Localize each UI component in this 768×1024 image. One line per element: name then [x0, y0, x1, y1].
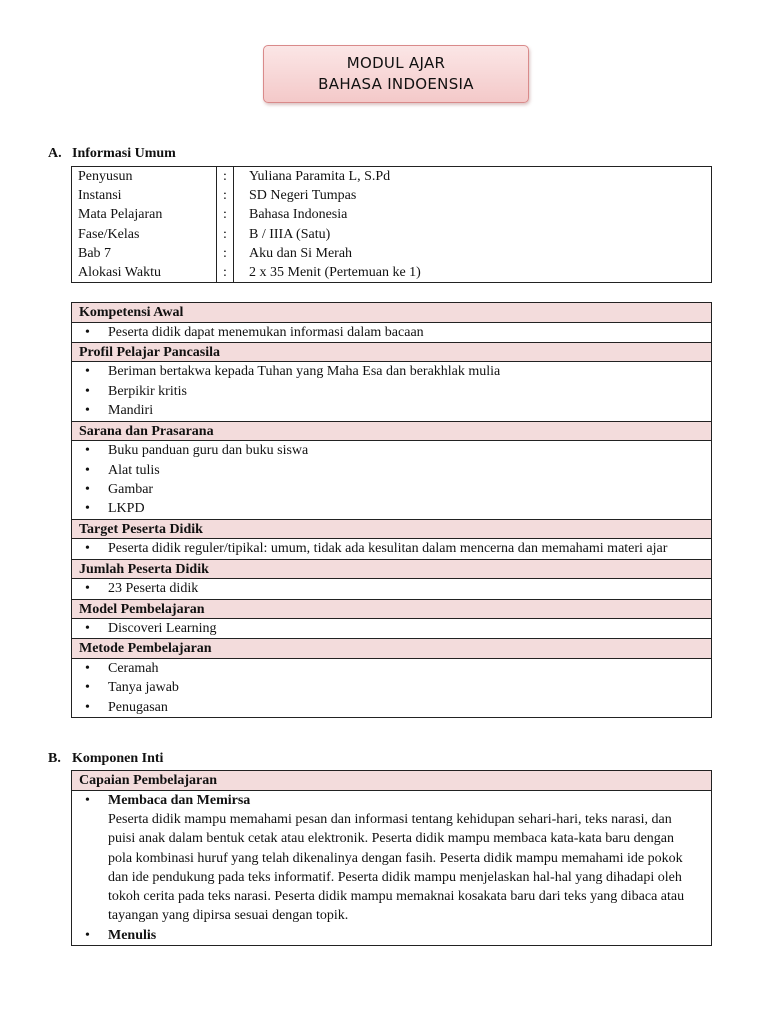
block-body [72, 362, 711, 421]
block-header-target: Target Peserta Didik [72, 520, 711, 540]
section-a-title: Informasi Umum [72, 146, 176, 161]
info-table [71, 166, 712, 283]
block-body [72, 791, 711, 947]
capaian-item-title: • Menulis [108, 927, 157, 943]
info-sep: : [217, 225, 234, 244]
block-body [72, 323, 711, 343]
info-sep: : [217, 167, 234, 187]
info-label: Mata Pelajaran [72, 205, 217, 224]
block-header-kompetensi-awal: Kompetensi Awal [72, 303, 711, 323]
list-item: • Alat tulis [72, 461, 707, 480]
info-value: SD Negeri Tumpas [249, 188, 357, 204]
info-value: 2 x 35 Menit (Pertemuan ke 1) [249, 265, 421, 281]
block-header-profil-pelajar: Profil Pelajar Pancasila [72, 343, 711, 363]
table-row [72, 263, 712, 283]
list-item [72, 926, 707, 945]
list-item: • Peserta didik reguler/tipikal: umum, tidak ada kesulitan dalam mencerna dan memahami materi ajar [72, 539, 707, 558]
table-row [72, 167, 712, 187]
info-value: B / IIIA (Satu) [249, 226, 331, 242]
section-b-letter: B. [48, 751, 61, 766]
info-sep: : [217, 244, 234, 263]
section-b-heading [48, 751, 163, 767]
capaian-item-title: • Membaca dan Memirsa [108, 792, 251, 808]
block-body [72, 659, 711, 718]
info-label: Fase/Kelas [72, 225, 217, 244]
list-item [72, 791, 707, 926]
block-header-jumlah: Jumlah Peserta Didik [72, 560, 711, 580]
list-item: • Ceramah [72, 659, 707, 678]
list-item: • Beriman bertakwa kepada Tuhan yang Maha Esa dan berakhlak mulia [72, 362, 707, 381]
info-value: Yuliana Paramita L, S.Pd [249, 169, 391, 184]
table-row [72, 186, 712, 205]
table-row [72, 225, 712, 244]
block-header-metode: Metode Pembelajaran [72, 639, 711, 659]
list-item: • Berpikir kritis [72, 382, 707, 401]
table-row [72, 244, 712, 263]
block-body [72, 619, 711, 639]
document-title-box [263, 45, 529, 103]
block-body [72, 441, 711, 520]
title-line-2: BAHASA INDOENSIA [318, 75, 474, 93]
info-value: Bahasa Indonesia [249, 207, 348, 223]
info-sep: : [217, 186, 234, 205]
capaian-box [71, 770, 712, 946]
list-item: • Buku panduan guru dan buku siswa [72, 441, 707, 460]
list-item: • Mandiri [72, 401, 707, 420]
block-header-sarana: Sarana dan Prasarana [72, 422, 711, 442]
info-label: Alokasi Waktu [72, 263, 217, 283]
capaian-item-text: Peserta didik mampu memahami pesan dan informasi tentang kehidupan sehari-hari, teks narasi, dan puisi anak dalam bentuk cetak atau elektronik. Peserta didik mampu membaca kata-kata baru dengan pola kombinasi huruf yang telah dikenalinya dengan fasih. Peserta didik mampu memahami ide pokok dan ide pendukung pada teks informatif. Peserta didik mampu menjelaskan hal-hal yang dihadapi oleh tokoh cerita pada teks narasi. Peserta didik mampu memaknai kosakata baru dari teks yang dibaca atau tayangan yang dipirsa sesuai dengan topik. [108, 811, 685, 924]
title-line-1: MODUL AJAR [346, 54, 446, 72]
list-item: • Discoveri Learning [72, 619, 707, 638]
block-header-capaian: Capaian Pembelajaran [72, 771, 711, 791]
block-header-model: Model Pembelajaran [72, 600, 711, 620]
info-label: Penyusun [72, 167, 217, 187]
list-item: • Peserta didik dapat menemukan informasi dalam bacaan [72, 323, 707, 342]
list-item: • 23 Peserta didik [72, 579, 707, 598]
block-body [72, 579, 711, 599]
table-row [72, 205, 712, 224]
section-a-letter: A. [48, 146, 62, 161]
info-label: Bab 7 [72, 244, 217, 263]
list-item: • Gambar [72, 480, 707, 499]
info-sep: : [217, 205, 234, 224]
info-sep: : [217, 263, 234, 283]
section-b-title: Komponen Inti [72, 751, 164, 766]
list-item: • LKPD [72, 499, 707, 518]
list-item: • Penugasan [72, 698, 707, 717]
section-a-heading [48, 146, 176, 162]
block-body [72, 539, 711, 559]
info-label: Instansi [72, 186, 217, 205]
info-value: Aku dan Si Merah [249, 246, 353, 262]
competency-box [71, 302, 712, 718]
list-item: • Tanya jawab [72, 678, 707, 697]
